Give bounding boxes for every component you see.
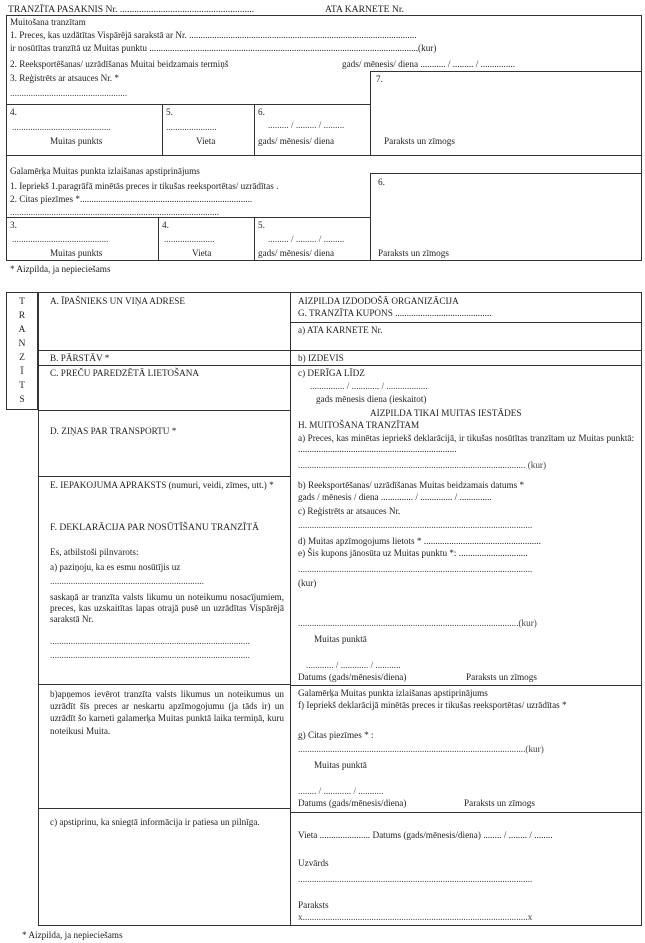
field-d-transport: D. ZIŅAS PAR TRANSPORTU *: [50, 426, 177, 436]
customs-date-label-2: Datums (gads/mēnesis/diena): [298, 798, 407, 808]
field-f-a-dots-2: .......................................................................................: [50, 636, 250, 646]
section-h-b: b) Reeksportēšanas/ uzrādīšanas Muitas beidzamais datums *: [298, 480, 525, 490]
section-h-kur: (kur): [298, 578, 317, 588]
org-fill-title: AIZPILDA IZDODOŠĀ ORGANIZĀCIJA: [298, 296, 459, 306]
field-valid-until: c) DERĪGA LĪDZ: [298, 368, 365, 378]
section-h-a-dots: ................................................................................................... (kur): [298, 460, 547, 470]
section-g-notes: g) Citas piezīmes * :: [298, 730, 374, 740]
top-line-2-date: gads/ mēnesis/ diena ........... / ......... / ...............: [342, 59, 516, 69]
ata-carnet-number: ATA KARNETE Nr.: [325, 4, 404, 15]
row3-dots: ..........................................: [12, 234, 109, 244]
section-h-b-date: gads / mēnesis / diena .............. / .............. / ..............: [298, 492, 492, 502]
section-g-dots: ...................................................................................................(kur): [298, 744, 544, 754]
field-ata-carnet-number: a) ATA KARNETE Nr.: [298, 325, 383, 335]
customs-signature-label-2: Paraksts un zīmogs: [464, 798, 535, 808]
footnote-bottom: * Aizpilda, ja nepieciešams: [22, 930, 123, 940]
place-date-line: Vieta ...................... Datums (gads/mēnesis/diena) ........ / ........ / ........: [298, 830, 553, 840]
customs-date-dots: ............ / ............ / ...........: [306, 660, 401, 670]
side-letter-r: R: [18, 310, 26, 321]
field-a-owner: A. ĪPAŠNIEKS UN VIŅA ADRESE: [50, 296, 186, 306]
row4-dots: ...........................................: [12, 122, 111, 132]
row3b-dots: ......................: [164, 234, 215, 244]
customs-date-dots-2: ........ / ............ / ...........: [298, 786, 384, 796]
top-line-3-dots: ...................................................: [10, 88, 128, 98]
label-date: gads/ mēnesis/ diena: [258, 136, 335, 146]
field-issued-by: b) IZDEVIS: [298, 353, 344, 363]
surname-label: Uzvārds: [298, 858, 329, 868]
customs-date-label: Datums (gads/mēnesis/diena): [298, 672, 407, 682]
transit-voucher-number: TRANZĪTA PASAKNIS Nr. ........................................................: [8, 4, 255, 15]
customs-signature-label: Paraksts un zīmogs: [466, 672, 537, 682]
customs-office-label-2: Muitas punktā: [314, 760, 367, 770]
signature-dots: x..................................................................................................x: [298, 912, 533, 922]
label-signature-stamp: Paraksts un zīmogs: [384, 136, 455, 146]
field-f-c-text: c) apstiprinu, ka sniegtā informācija ir patiesa un pilnīga.: [50, 817, 260, 827]
section-f-reexported: f) Iepriekš deklarācijā minētās preces ir tikušas reeksportētas/ uzrādītas *: [298, 700, 567, 710]
field-b-representative: B. PĀRSTĀV *: [50, 353, 110, 363]
label-customs-office: Muitas punkts: [50, 136, 103, 146]
customs-only-title: AIZPILDA TIKAI MUITAS IESTĀDES: [370, 408, 522, 418]
field-f-a-text: saskaņā ar tranzīta valsts likumu un noteikumu nosacījumiem, preces, kas uzskaitītas lapas otrajā pusē un uzrādītas Vispārējā sarakstā Nr.: [50, 592, 284, 624]
section-h-kur-dots: ................................................................................................(kur): [298, 618, 537, 628]
row5-dots: ......................: [166, 122, 217, 132]
label-customs-office-2: Muitas punkts: [50, 248, 103, 258]
side-letter-a: A: [18, 324, 26, 335]
row3c-dots: ......... / ......... / .........: [268, 234, 345, 244]
side-letter-z: Z: [19, 352, 25, 363]
valid-until-dots: ............... / ............ / ..................: [310, 381, 428, 391]
box-7-label: 7.: [376, 74, 383, 84]
side-letter-t2: T: [19, 380, 25, 391]
section-h-a: a) Preces, kas minētas iepriekš deklarācijā, ir tikušas nosūtītas tranzītam uz Muitas punktā: .....................................................................: [298, 433, 634, 454]
side-letter-t: T: [19, 296, 25, 307]
section-h-e: e) Šis kupons jānosūta uz Muitas punktu *: ..............................: [298, 548, 528, 558]
row5-number: 5.: [166, 107, 173, 117]
side-letter-n: N: [18, 338, 26, 349]
box-6-label: 6.: [378, 177, 385, 187]
valid-until-labels: gads mēnesis diena (ieskaitot): [316, 394, 427, 404]
label-signature-stamp-2: Paraksts un zīmogs: [378, 248, 449, 258]
field-f-a-line: a) paziņoju, ka es esmu nosūtījis uz: [50, 562, 181, 572]
side-letter-i: Ī: [20, 366, 24, 377]
row4-number: 4.: [10, 107, 17, 117]
label-place-2: Vieta: [192, 248, 212, 258]
release-line-2: 2. Citas piezīmes *...........................................................................: [10, 194, 253, 204]
section-h-title: H. MUITOŠANA TRANZĪTAM: [298, 420, 420, 430]
surname-dots: ......................................................................................................: [298, 874, 533, 884]
section-h-c: c) Reģistrēts ar atsauces Nr.: [298, 506, 401, 516]
row3-number: 3.: [10, 220, 17, 230]
section-h-e-dots: ......................................................................................................: [298, 564, 533, 574]
release-line-dots: ...........................................................................................: [10, 207, 220, 217]
row6-dots: ......... / ......... / .........: [268, 120, 345, 130]
section-h-c-dots: ......................................................................................................: [298, 520, 533, 530]
field-f-declaration-title: F. DEKLARĀCIJA PAR NOSŪTĪŠANU TRANZĪTĀ: [50, 522, 259, 533]
field-f-b-text: b)apņemos ievērot tranzīta valsts likumus un noteikumus un uzrādīt šīs preces ar neskartu apzīmogojumu (ja tāds ir) un uzrādīt šo karneti galamerķa Muitas punktā laika termiņā, kuru noteikusi Muita.: [50, 689, 284, 736]
row6-number: 6.: [258, 107, 265, 117]
row3c-number: 5.: [258, 220, 265, 230]
label-place: Vieta: [196, 136, 216, 146]
field-e-packaging: E. IEPAKOJUMA APRAKSTS (numuri, veidi, zīmes, utt.) *: [50, 480, 274, 490]
release-line-1: 1. Iepriekš 1.paragrāfā minētās preces ir tikušas reeksportētas/ uzrādītas .: [10, 181, 279, 191]
field-f-intro: Es, atbilstoši pilnvarots:: [50, 547, 139, 557]
top-line-2: 2. Reeksportēšanas/ uzrādīšanas Muitai beidzamais termiņš: [10, 59, 229, 69]
side-letter-s: S: [19, 394, 25, 405]
section-customs-transit-title: Muitošana tranzītam: [10, 17, 86, 27]
field-f-a-dots: ...................................................................: [50, 576, 204, 586]
section-h-d: d) Muitas apzīmogojums lietots * ...................................................: [298, 536, 541, 546]
row3b-number: 4.: [162, 220, 169, 230]
section-release-title: Galamērķa Muitas punkta izlaišanas apstiprinājums: [10, 166, 200, 176]
top-line-1b: ir nosūtītas tranzītā uz Muitas punktu .....................................................................................................................(kur): [10, 43, 437, 53]
transit-coupon-title: G. TRANZĪTA KUPONS ..........................................: [298, 308, 492, 318]
top-line-3: 3. Reģistrēts ar atsauces Nr. *: [10, 73, 119, 83]
signature-label: Paraksts: [298, 900, 329, 910]
field-f-a-dots-3: .......................................................................................: [50, 650, 250, 660]
field-c-intended-use: C. PREČU PAREDZĒTĀ LIETOŠANA: [50, 368, 200, 378]
label-date-2: gads/ mēnesis/ diena: [258, 248, 335, 258]
footnote-top: * Aizpilda, ja nepieciešams: [10, 264, 111, 274]
top-line-1: 1. Preces, kas uzdātītas Vispārējā sarakstā ar Nr. ...................................................................................................: [10, 30, 417, 40]
customs-office-label: Muitas punktā: [314, 634, 367, 644]
release-confirmation-title: Galamērķa Muitas punkta izlaišanas apstiprinājums: [298, 688, 488, 698]
